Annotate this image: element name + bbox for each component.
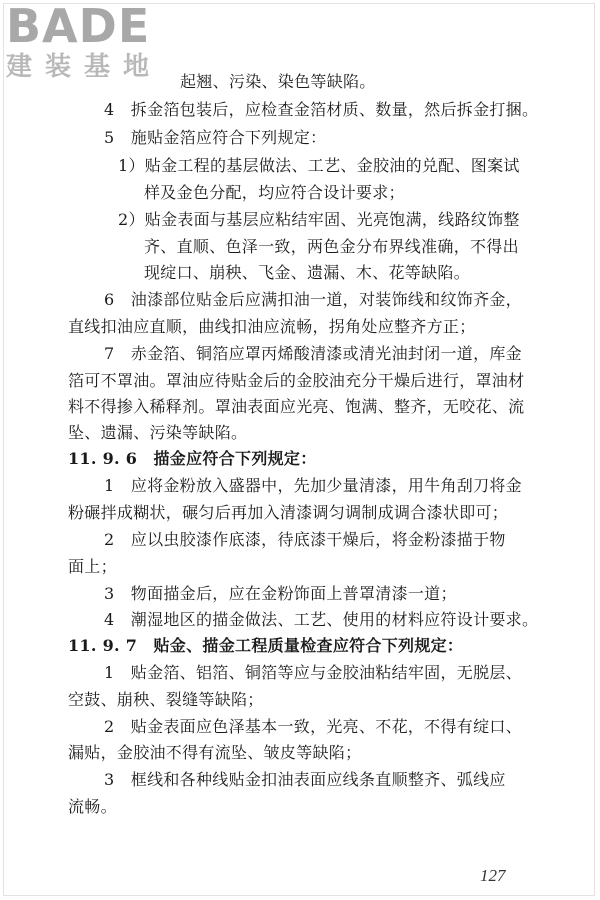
text-line: 2 应以虫胶漆作底漆，待底漆干燥后，将金粉漆描于物 — [104, 530, 506, 549]
section-heading: 11. 9. 6 描金应符合下列规定： — [68, 449, 317, 468]
text-line: 3 框线和各种线贴金扣油表面应线条直顺整齐、弧线应 — [104, 770, 506, 789]
text-line: 1 贴金箔、铝箔、铜箔等应与金胶油粘结牢固，无脱层、 — [104, 663, 522, 682]
text-line: 2）贴金表面与基层应粘结牢固、光亮饱满，线路纹饰整 — [118, 210, 520, 229]
text-line: 现绽口、崩秧、飞金、遗漏、木、花等缺陷。 — [144, 263, 471, 282]
text-line: 7 赤金箔、铜箔应罩丙烯酸清漆或清光油封闭一道，库金 — [104, 344, 522, 363]
text-line: 3 物面描金后，应在金粉饰面上普罩清漆一道； — [104, 584, 457, 603]
text-line: 漏贴，金胶油不得有流坠、皱皮等缺陷； — [68, 743, 362, 762]
logo-wordmark: BADE — [6, 0, 151, 53]
text-line: 坠、遗漏、污染等缺陷。 — [68, 423, 248, 442]
watermark-logo — [6, 2, 174, 88]
text-line: 4 潮湿地区的描金做法、工艺、使用的材料应符设计要求。 — [104, 610, 539, 629]
text-line: 4 拆金箔包装后，应检查金箔材质、数量，然后拆金打捆。 — [104, 100, 539, 119]
text-line: 箔可不罩油。罩油应待贴金后的金胶油充分干燥后进行，罩油材 — [68, 371, 525, 390]
text-line: 2 贴金表面应色泽基本一致，光亮、不花，不得有绽口、 — [104, 717, 522, 736]
text-line: 面上； — [68, 557, 117, 576]
section-heading: 11. 9. 7 贴金、描金工程质量检查应符合下列规定： — [68, 636, 464, 655]
text-line: 空鼓、崩秧、裂缝等缺陷； — [68, 690, 264, 709]
text-line: 粉碾拌成糊状，碾匀后再加入清漆调匀调制成调合漆状即可； — [68, 503, 509, 522]
text-line: 流畅。 — [68, 797, 117, 816]
text-line: 齐、直顺、色泽一致，两色金分布界线准确，不得出 — [144, 237, 519, 256]
text-line: 样及金色分配，均应符合设计要求； — [144, 183, 405, 202]
text-line: 1）贴金工程的基层做法、工艺、金胶油的兑配、图案试 — [118, 156, 520, 175]
logo-subtitle: 建装基地 — [6, 52, 163, 82]
text-line: 1 应将金粉放入盛器中，先加少量清漆，用牛角刮刀将金 — [104, 476, 522, 495]
text-line: 5 施贴金箔应符合下列规定： — [104, 128, 327, 147]
text-line: 直线扣油应直顺，曲线扣油应流畅，拐角处应整齐方正； — [68, 317, 476, 336]
text-line: 6 油漆部位贴金后应满扣油一道，对装饰线和纹饰齐金， — [104, 290, 522, 309]
text-line: 料不得掺入稀释剂。罩油表面应光亮、饱满、整齐，无咬花、流 — [68, 397, 525, 416]
text-line: 起翘、污染、染色等缺陷。 — [180, 72, 376, 91]
page-number: 127 — [480, 866, 506, 885]
